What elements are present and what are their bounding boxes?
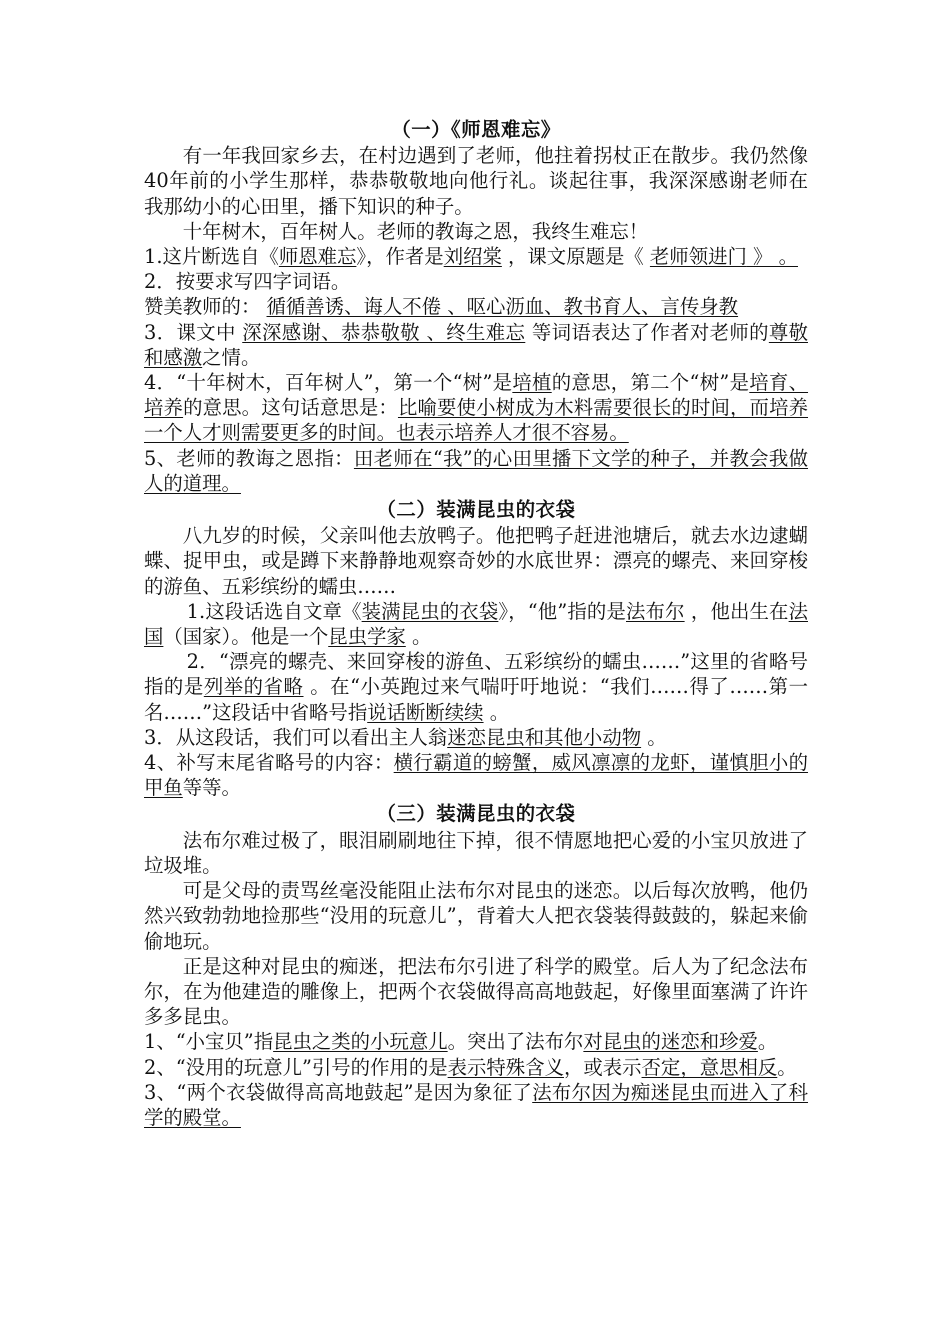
section-3-paragraph-2: 可是父母的责骂丝毫没能阻止法布尔对昆虫的迷恋。以后每次放鸭，他仍然兴致勃勃地捡那些“没用的玩意儿”，背着大人把衣袋装得鼓鼓的，躲起来偷偷地玩。	[144, 879, 808, 953]
section-3-paragraph-1: 法布尔难过极了，眼泪刷刷地往下掉，很不情愿地把心爱的小宝贝放进了垃圾堆。	[144, 828, 808, 877]
section-2-question-3: 3．从这段话，我们可以看出主人翁迷恋昆虫和其他小动物 。	[144, 725, 667, 749]
document-page	[144, 116, 808, 1130]
section-2-question-2: 2．“漂亮的螺壳、来回穿梭的游鱼、五彩缤纷的蠕虫……”这里的省略号指的是列举的省略 。在“小英跑过来气喘吁吁地说：“我们……得了……第一名……”这段话中省略号指说话断断续续 。	[144, 650, 808, 724]
section-3-question-2: 2、“没用的玩意儿”引号的作用的是表示特殊含义，或表示否定，意思相反。	[144, 1055, 797, 1079]
section-2-paragraph: 八九岁的时候，父亲叫他去放鸭子。他把鸭子赶进池塘后，就去水边逮蝴蝶、捉甲虫，或是蹲下来静静地观察奇妙的水底世界：漂亮的螺壳、来回穿梭的游鱼、五彩缤纷的蠕虫……	[144, 524, 808, 598]
section-1-question-5: 5、老师的教诲之恩指：田老师在“我”的心田里播下文学的种子，并教会我做人的道理。	[144, 446, 809, 495]
section-3-question-3: 3、“两个衣袋做得高高地鼓起”是因为象征了法布尔因为痴迷昆虫而进入了科学的殿堂。	[144, 1080, 809, 1129]
section-1-question-4: 4．“十年树木，百年树人”，第一个“树”是培植的意思，第二个“树”是培育、培养的意思。这句话意思是：比喻要使小树成为木料需要很长的时间，而培养一个人才则需要更多的时间。也表示培养人才很不容易。	[144, 371, 809, 445]
section-3-question-1: 1、“小宝贝”指昆虫之类的小玩意儿。突出了法布尔对昆虫的迷恋和珍爱。	[144, 1030, 778, 1054]
section-1-title: （一）《师恩难忘》	[391, 118, 561, 141]
section-1-paragraph-1: 有一年我回家乡去，在村边遇到了老师，他拄着拐杖正在散步。我仍然像40年前的小学生那样，恭恭敬敬地向他行礼。谈起往事，我深深感谢老师在我那幼小的心田里，播下知识的种子。	[144, 144, 808, 218]
section-1-question-1: 1.这片断选自《师恩难忘》，作者是刘绍棠 ，课文原题是《 老师领进门 》 。	[144, 245, 798, 269]
section-2-question-1: 1.这段话选自文章《装满昆虫的衣袋》，“他”指的是法布尔 ，他出生在法国（国家）。他是一个昆虫学家 。	[144, 599, 808, 649]
section-1-paragraph-2: 十年树木，百年树人。老师的教诲之恩，我终生难忘！	[182, 219, 649, 243]
section-1-question-3: 3．课文中 深深感谢、恭恭敬敬 、终生难忘 等词语表达了作者对老师的尊敬和感激之情。	[144, 320, 808, 369]
section-2-question-4: 4、补写末尾省略号的内容：横行霸道的螃蟹，威风凛凛的龙虾，谨慎胆小的甲鱼等等。	[144, 751, 809, 800]
section-1-question-2: 2．按要求写四字词语。	[144, 270, 351, 294]
section-2-title: （二）装满昆虫的衣袋	[376, 498, 576, 522]
section-1-question-2-answer: 赞美教师的： 循循善诱、诲人不倦 、呕心沥血、教书育人、言传身教	[144, 295, 739, 319]
section-3-title: （三）装满昆虫的衣袋	[376, 802, 576, 826]
section-3-paragraph-3: 正是这种对昆虫的痴迷，把法布尔引进了科学的殿堂。后人为了纪念法布尔，在为他建造的雕像上，把两个衣袋做得高高地鼓起，好像里面塞满了许许多多昆虫。	[144, 954, 808, 1029]
